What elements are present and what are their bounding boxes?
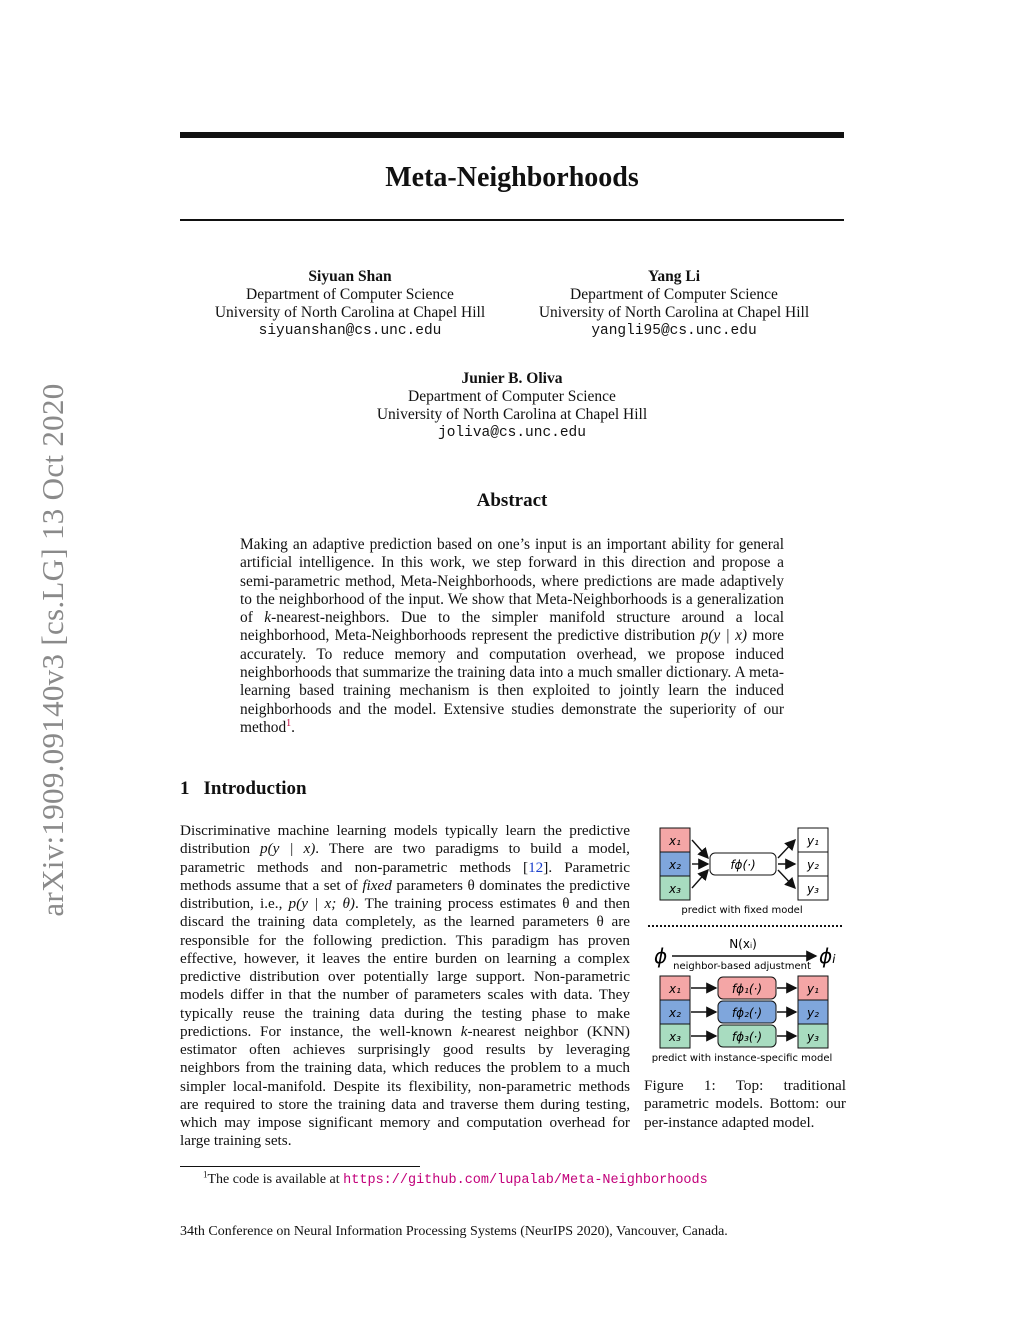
author-email: siyuanshan@cs.unc.edu bbox=[258, 323, 442, 339]
citation-link[interactable]: 12 bbox=[528, 858, 544, 876]
arrow bbox=[778, 870, 795, 888]
venue-footer: 34th Conference on Neural Information Processing Systems (NeurIPS 2020), Vancouver, Canada. bbox=[180, 1224, 728, 1239]
abstract-text bbox=[240, 536, 784, 737]
author-name: Junier B. Oliva bbox=[461, 370, 563, 387]
instance-model-label: fϕ₁(·) bbox=[731, 982, 763, 996]
section-heading bbox=[180, 778, 307, 800]
author-univ: University of North Carolina at Chapel Hill bbox=[376, 406, 648, 423]
author-name: Siyuan Shan bbox=[308, 268, 392, 285]
neighborhood-label: N(xᵢ) bbox=[729, 937, 757, 951]
title-bottom-rule bbox=[180, 219, 844, 221]
output-label: y₂ bbox=[807, 1006, 819, 1020]
arrow bbox=[778, 840, 795, 858]
output-label: y₂ bbox=[807, 858, 819, 872]
intro-text-part: . There are two paradigms to build a model, parametric methods and non-parametric methods [ bbox=[180, 840, 630, 876]
instance-model-label: fϕ₃(·) bbox=[731, 1030, 763, 1044]
abstract-text-part: -nearest-neighbors. Due to the simpler manifold structure around a local neighborhood, Meta-Neighborhoods represent the predictive distribution bbox=[240, 609, 784, 645]
arrow bbox=[692, 870, 708, 888]
footnote-link[interactable]: 1 bbox=[286, 717, 292, 729]
author-dept: Department of Computer Science bbox=[570, 286, 778, 303]
footnote-rule bbox=[180, 1166, 420, 1167]
section-title: Introduction bbox=[203, 778, 307, 799]
author-univ: University of North Carolina at Chapel Hill bbox=[214, 304, 486, 321]
output-label: y₁ bbox=[807, 982, 819, 996]
input-label: x₁ bbox=[669, 834, 681, 848]
title-top-rule bbox=[180, 132, 844, 138]
footnote-mark: 1 bbox=[203, 1169, 208, 1180]
output-label: y₃ bbox=[807, 882, 819, 896]
author-block bbox=[190, 268, 510, 340]
math-p-y-given-x: p(y | x) bbox=[700, 627, 748, 645]
emphasis-fixed: fixed bbox=[362, 876, 392, 894]
math-p-y-given-x-theta: p(y | x; θ) bbox=[288, 895, 355, 912]
abstract-text-part: Making an adaptive prediction based on one’s input is an important ability for general artificial intelligence. In this work, we step forward in this direction and propose a semi-parametric method, Meta-Neighborhoods, where predictions are made adaptively to the neighborhood of the input. We show that Meta-Neighborhoods is a generalization of bbox=[240, 536, 784, 627]
output-label: y₃ bbox=[807, 1030, 819, 1044]
math-k: k bbox=[264, 609, 272, 627]
footnote bbox=[203, 1171, 708, 1190]
phi-i-symbol: ϕᵢ bbox=[819, 944, 836, 968]
input-label: x₂ bbox=[669, 858, 681, 872]
author-name: Yang Li bbox=[647, 268, 701, 285]
section-number: 1 bbox=[180, 778, 190, 799]
intro-text-part: parameters θ dominates the predictive distribution, i.e., bbox=[180, 876, 630, 912]
intro-text-part: -nearest neighbor (KNN) estimator often achieves surprisingly good results by leveraging neighbors from the training data, which reduces the problem to a much simpler local-manifold. Despite its flexibility, non-parametric methods are required to store the training data and traverse them during testing, which may impose significant memory and computation overhead for large training sets. bbox=[180, 1022, 630, 1150]
code-url-link[interactable]: https://github.com/lupalab/Meta-Neighborhoods bbox=[343, 1173, 708, 1188]
phi-symbol: ϕ bbox=[654, 944, 668, 968]
input-label: x₃ bbox=[669, 882, 681, 896]
input-label: x₃ bbox=[669, 1030, 681, 1044]
input-label: x₂ bbox=[669, 1006, 681, 1020]
fixed-model-label: fϕ(·) bbox=[730, 858, 756, 872]
intro-paragraph bbox=[180, 822, 630, 1151]
intro-text-part: Discriminative machine learning models typically learn the predictive distribution bbox=[180, 822, 630, 858]
author-univ: University of North Carolina at Chapel Hill bbox=[538, 304, 810, 321]
footnote-text: The code is available at bbox=[207, 1172, 344, 1187]
author-block bbox=[352, 370, 672, 442]
input-label: x₁ bbox=[669, 982, 681, 996]
top-panel-caption: predict with fixed model bbox=[681, 905, 803, 916]
instance-model-label: fϕ₂(·) bbox=[731, 1006, 763, 1020]
output-label: y₁ bbox=[807, 834, 819, 848]
math-p-y-given-x: p(y | x) bbox=[260, 840, 316, 858]
figure-caption: Figure 1: Top: traditional parametric models. Bottom: our per-instance adapted model. bbox=[644, 1077, 846, 1131]
arrow bbox=[692, 840, 708, 858]
paper-title: Meta-Neighborhoods bbox=[385, 162, 639, 193]
author-block bbox=[514, 268, 834, 340]
figure-1-diagram bbox=[640, 820, 850, 1070]
author-dept: Department of Computer Science bbox=[408, 388, 616, 405]
abstract-text-part: more accurately. To reduce memory and computation overhead, we propose induced neighborhoods that summarize the training data into a much smaller dictionary. A meta-learning based training mechanism is then exploited to jointly learn the induced neighborhoods and the model. Extensive studies demonstrate the superiority of our method bbox=[240, 627, 784, 736]
author-email: joliva@cs.unc.edu bbox=[438, 425, 586, 441]
math-k: k bbox=[460, 1022, 468, 1040]
author-dept: Department of Computer Science bbox=[246, 286, 454, 303]
intro-text-part: . The training process estimates θ and then discard the training data completely, as the learned parameters θ are responsible for the following prediction. This paradigm has proven effective, however, it leaves the entire burden on learning a complex predictive distribution over potentially large support. Non-parametric models differ in that the number of parameters scales with data. They typically reuse the training data during the testing phase to make predictions. For instance, the well-known bbox=[180, 895, 630, 1040]
intro-text-part: ]. Parametric methods assume that a set of bbox=[180, 858, 630, 894]
arxiv-side-stamp: arXiv:1909.09140v3 [cs.LG] 13 Oct 2020 bbox=[35, 383, 70, 917]
abstract-heading: Abstract bbox=[476, 490, 548, 511]
abstract-end: . bbox=[291, 718, 296, 736]
adjustment-label: neighbor-based adjustment bbox=[673, 961, 811, 972]
bottom-panel-caption: predict with instance-specific model bbox=[651, 1053, 833, 1064]
author-email: yangli95@cs.unc.edu bbox=[591, 323, 757, 339]
